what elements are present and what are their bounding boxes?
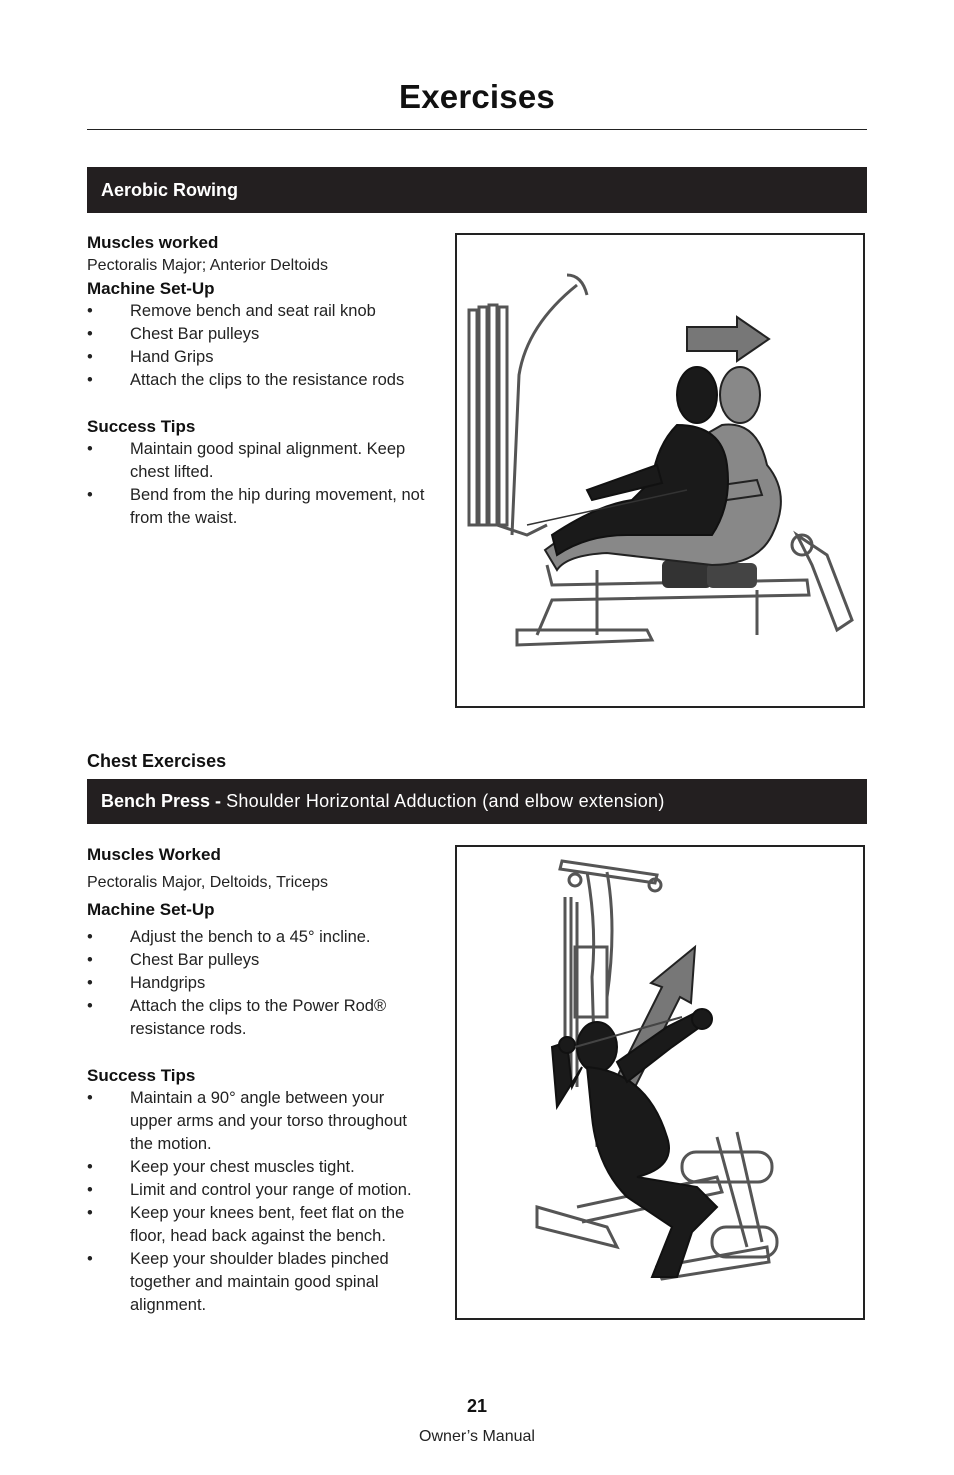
machine-setup-heading: Machine Set-Up [87, 279, 215, 298]
list-item: • Limit and control your range of motion. [87, 1179, 447, 1202]
aerobic-setup-list [87, 300, 447, 392]
success-tips-heading: Success Tips [87, 417, 196, 436]
bench-setup-list [87, 926, 447, 1041]
success-tips-heading: Success Tips [87, 1066, 196, 1085]
page-title: Exercises [399, 78, 555, 115]
seat [707, 563, 757, 588]
bench-press-illustration [455, 845, 865, 1320]
list-item: • Handgrips [87, 972, 447, 995]
list-item: • Keep your shoulder blades pinched together and maintain good spinal alignment. [87, 1248, 420, 1317]
aerobic-rowing-illustration [455, 233, 865, 708]
page-number: 21 [466, 1396, 488, 1416]
resistance-rod [499, 307, 507, 525]
bench-press-title: Bench Press - [101, 791, 222, 811]
bench-press-text-column [87, 843, 447, 1317]
chest-exercises-heading: Chest Exercises [87, 751, 227, 771]
aerobic-text-column [87, 232, 447, 530]
list-item: • Bend from the hip during movement, not from the waist. [87, 484, 447, 530]
list-item: • Remove bench and seat rail knob [87, 300, 447, 323]
aerobic-rowing-bar [87, 167, 867, 213]
machine-setup-heading: Machine Set-Up [87, 900, 215, 919]
list-item: • Keep your chest muscles tight. [87, 1156, 447, 1179]
title-rule [87, 129, 867, 130]
list-item: • Hand Grips [87, 346, 447, 369]
resistance-rod [489, 305, 497, 525]
muscles-worked-heading: Muscles worked [87, 233, 219, 252]
bench-press-bar [87, 779, 867, 824]
figure-black [552, 367, 728, 555]
resistance-rod [479, 307, 487, 525]
bench-press-subtitle: Shoulder Horizontal Adduction (and elbow extension) [226, 791, 665, 811]
list-item: • Adjust the bench to a 45° incline. [87, 926, 447, 949]
list-item: • Attach the clips to the Power Rod® resistance rods. [87, 995, 420, 1041]
aerobic-tips-list [87, 438, 447, 530]
list-item: • Chest Bar pulleys [87, 323, 447, 346]
muscles-worked-heading: Muscles Worked [87, 845, 221, 864]
resistance-rod [469, 310, 477, 525]
list-item: • Keep your knees bent, feet flat on the floor, head back against the bench. [87, 1202, 430, 1248]
muscles-worked-text: Pectoralis Major; Anterior Deltoids [87, 257, 328, 274]
arrow-right-icon [687, 317, 769, 361]
muscles-worked-text: Pectoralis Major, Deltoids, Triceps [87, 874, 328, 891]
list-item: • Attach the clips to the resistance rods [87, 369, 447, 392]
list-item: • Maintain a 90° angle between your upper arms and your torso throughout the motion. [87, 1087, 430, 1156]
list-item: • Maintain good spinal alignment. Keep chest lifted. [87, 438, 447, 484]
aerobic-rowing-title: Aerobic Rowing [101, 179, 239, 200]
bench-tips-list [87, 1087, 447, 1317]
footer-text: Owner’s Manual [419, 1428, 535, 1445]
list-item: • Chest Bar pulleys [87, 949, 447, 972]
